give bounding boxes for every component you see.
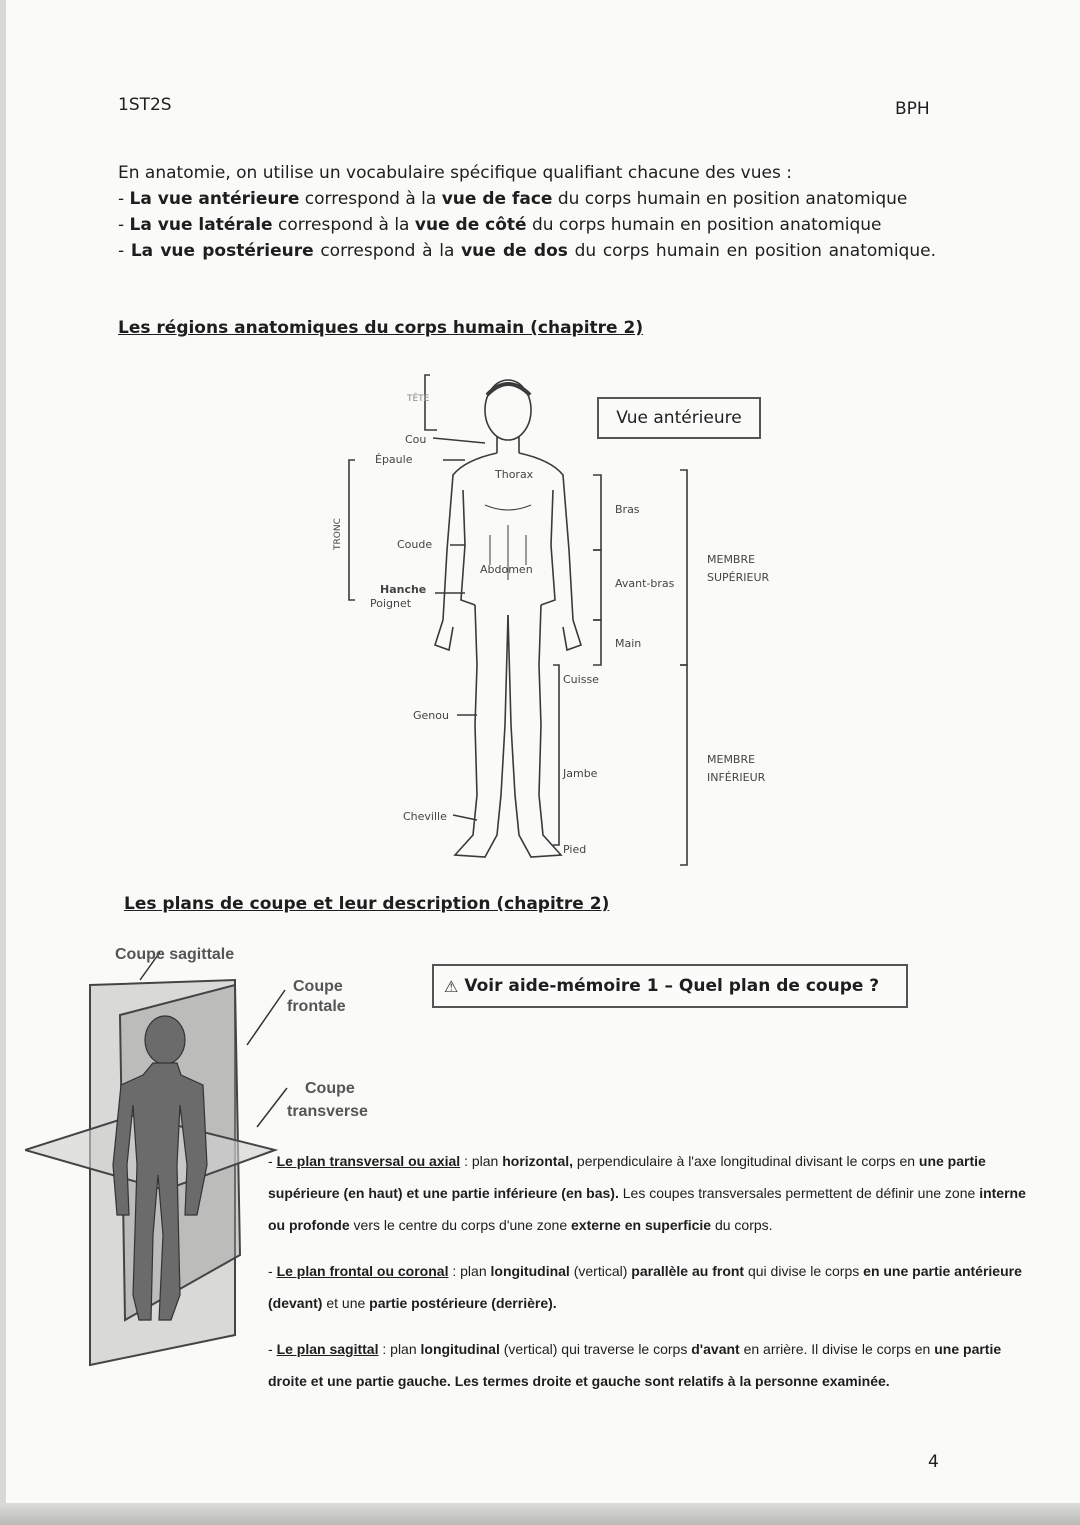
label-coupe-sagittale: Coupe sagittale	[115, 946, 235, 963]
warning-icon: ⚠	[444, 976, 459, 996]
label-thorax: Thorax	[495, 468, 534, 481]
view-box-anterior: Vue antérieure	[597, 397, 761, 439]
leg-right	[508, 605, 561, 857]
label-coupe-transverse-2: transverse	[287, 1103, 368, 1120]
leg-left	[455, 605, 508, 857]
plan-transversal: - Le plan transversal ou axial : plan horizontal, perpendiculaire à l'axe longitudinal divisant le corps en une partie supérieure (en haut) et une partie inférieure (en bas). Les coupes transversales permettent de définir une zone interne ou profonde vers le centre du corps d'une zone externe en superficie du corps.	[268, 1153, 1026, 1233]
intro-anterior: - La vue antérieure correspond à la vue de face du corps humain en position anatomique	[118, 189, 908, 209]
label-membre-inf-2: INFÉRIEUR	[707, 771, 766, 784]
label-coupe-transverse-1: Coupe	[305, 1080, 355, 1097]
plan-frontal: - Le plan frontal ou coronal : plan longitudinal (vertical) parallèle au front qui divise le corps en une partie antérieure (devant) et une partie postérieure (derrière).	[268, 1263, 1022, 1311]
class-label: 1ST2S	[118, 95, 172, 115]
label-poignet: Poignet	[370, 597, 412, 610]
label-genou: Genou	[413, 709, 449, 722]
label-main: Main	[615, 637, 642, 650]
plans-description	[268, 1145, 1036, 1411]
reminder-box	[432, 964, 908, 1008]
frontal-arrow	[247, 990, 285, 1045]
anterior-body-figure	[325, 365, 795, 875]
label-coupe-frontale-2: frontale	[287, 998, 346, 1015]
plan-sagittal: - Le plan sagittal : plan longitudinal (vertical) qui traverse le corps d'avant en arrière. Il divise le corps en une partie droite et une partie gauche. Les termes droite et gauche sont relatifs à la personne examinée.	[268, 1341, 1002, 1389]
transverse-arrow	[257, 1088, 287, 1127]
label-membre-sup-1: MEMBRE	[707, 553, 756, 566]
page-edge	[0, 0, 6, 1525]
page-number: 4	[928, 1452, 939, 1472]
label-epaule: Épaule	[375, 453, 413, 466]
label-pied: Pied	[563, 843, 587, 856]
forearm-bracket	[593, 550, 601, 620]
section-title-regions: Les régions anatomiques du corps humain (chapitre 2)	[118, 318, 644, 338]
upper-limb-bracket	[680, 470, 687, 665]
label-cou: Cou	[405, 433, 427, 446]
page-edge-bottom	[0, 1503, 1080, 1525]
label-coude: Coude	[397, 538, 433, 551]
intro-posterior: - La vue postérieure correspond à la vue de dos du corps humain en position anatomique.	[118, 241, 936, 261]
section-title-plans: Les plans de coupe et leur description (chapitre 2)	[124, 894, 610, 914]
intro-text	[118, 160, 936, 264]
label-coupe-frontale-1: Coupe	[293, 978, 343, 995]
label-jambe: Jambe	[563, 767, 598, 780]
arm-bracket	[593, 475, 601, 550]
label-avant-bras: Avant-bras	[615, 577, 675, 590]
intro-lateral: - La vue latérale correspond à la vue de côté du corps humain en position anatomique	[118, 215, 882, 235]
trunk-bracket	[349, 460, 355, 600]
label-tronc: TRONC	[333, 518, 343, 550]
label-abdomen: Abdomen	[480, 563, 533, 576]
lower-leg-bracket	[553, 665, 559, 845]
intro-line: En anatomie, on utilise un vocabulaire spécifique qualifiant chacune des vues :	[118, 163, 792, 183]
label-bras: Bras	[615, 503, 640, 516]
label-tete: TÊTE	[407, 394, 430, 404]
label-cheville: Cheville	[403, 810, 447, 823]
hand-right	[563, 620, 581, 650]
hand-left	[435, 620, 453, 650]
hand-bracket	[593, 620, 601, 665]
subject-label: BPH	[895, 99, 930, 119]
label-membre-inf-1: MEMBRE	[707, 753, 756, 766]
reminder-text: Voir aide-mémoire 1 – Quel plan de coupe ?	[464, 976, 880, 996]
label-hanche: Hanche	[380, 583, 427, 596]
label-membre-sup-2: SUPÉRIEUR	[707, 571, 770, 584]
label-cuisse: Cuisse	[563, 673, 599, 686]
lower-limb-bracket	[680, 665, 687, 865]
